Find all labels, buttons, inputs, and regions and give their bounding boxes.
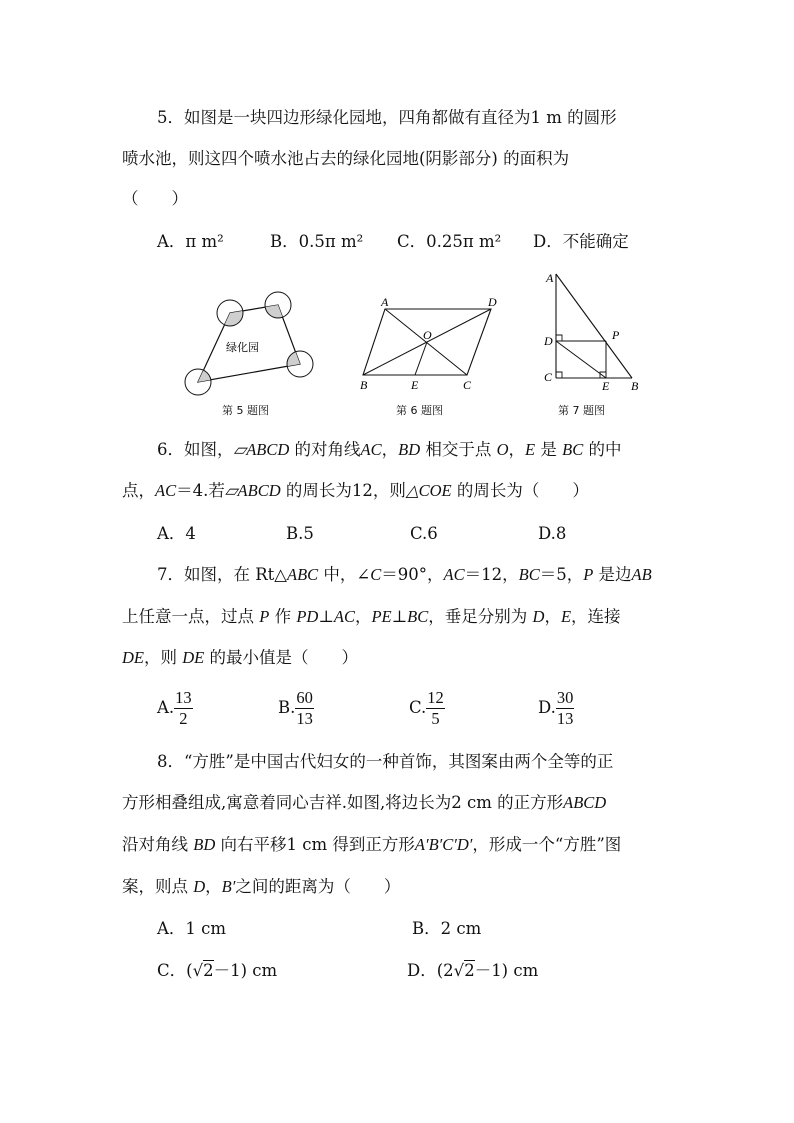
q6-option-d: D.8 — [538, 524, 567, 543]
q5-option-b: B．0.5π m² — [270, 232, 364, 251]
fig7-point-b: B — [631, 379, 639, 393]
fig6-point-o: O — [423, 328, 432, 342]
fig5-label: 绿化园 — [226, 341, 259, 354]
fig7-point-e: E — [602, 379, 610, 393]
q5-option-d: D．不能确定 — [533, 232, 629, 251]
figure-7-caption: 第 7 题图 — [558, 404, 605, 417]
figure-6-diagram — [356, 292, 502, 394]
q6-line-1: 6．如图，▱ABCD 的对角线AC，BD 相交于点 O，E 是 BC 的中 — [157, 440, 622, 459]
fig7-point-c: C — [544, 370, 553, 384]
q8-option-c: C．(√2－1) cm — [157, 961, 278, 980]
q8-line-3: 沿对角线 BD 向右平移1 cm 得到正方形A′B′C′D′，形成一个“方胜”图 — [122, 835, 622, 854]
q8-option-d: D．(2√2－1) cm — [407, 961, 539, 980]
q8-line-1: 8．“方胜”是中国古代妇女的一种首饰，其图案由两个全等的正 — [157, 752, 614, 771]
q5-line-3: （ ） — [122, 189, 188, 208]
fig6-point-a: A — [381, 295, 389, 309]
q7-option-d: D. $\frac{30}{13}$ — [538, 688, 574, 728]
q6-option-b: B.5 — [286, 524, 314, 543]
sqrt-sign: √ — [453, 961, 465, 980]
q7-line-1: 7．如图，在 Rt△ABC 中，∠C＝90°，AC＝12，BC＝5，P 是边AB — [157, 565, 652, 584]
q5-line-2: 喷水池，则这四个喷水池占去的绿化园地(阴影部分) 的面积为 — [122, 149, 570, 168]
fig7-point-a: A — [546, 271, 554, 285]
q5-option-a: A．π m² — [157, 232, 224, 251]
q6-line-2: 点，AC＝4.若▱ABCD 的周长为12，则△COE 的周长为（ ） — [122, 481, 589, 500]
q6-option-a: A．4 — [157, 524, 196, 543]
fig7-point-d: D — [544, 334, 553, 348]
q5-line-1: 5．如图是一块四边形绿化园地，四角都做有直径为1 m 的圆形 — [157, 108, 617, 127]
figure-5-caption: 第 5 题图 — [222, 404, 269, 417]
q7-option-a: A. $\frac{13}{2}$ — [157, 688, 192, 728]
figure-7-diagram — [536, 268, 646, 396]
fig6-point-e: E — [411, 378, 419, 392]
q8-option-b: B．2 cm — [412, 919, 482, 938]
fig6-point-b: B — [360, 378, 368, 392]
sqrt-sign: √ — [192, 961, 204, 980]
q7-line-3: DE，则 DE 的最小值是（ ） — [122, 648, 358, 667]
fig6-point-d: D — [488, 295, 497, 309]
q8-line-2: 方形相叠组成,寓意着同心吉祥.如图,将边长为2 cm 的正方形ABCD — [122, 793, 607, 812]
q8-option-a: A．1 cm — [157, 919, 227, 938]
q6-option-c: C.6 — [410, 524, 438, 543]
q5-option-c: C．0.25π m² — [397, 232, 502, 251]
q7-option-c: C. $\frac{12}{5}$ — [409, 688, 444, 728]
q7-option-b: B. $\frac{60}{13}$ — [278, 688, 313, 728]
fig6-point-c: C — [463, 378, 472, 392]
figure-6-caption: 第 6 题图 — [396, 404, 443, 417]
figure-5-diagram — [180, 285, 330, 400]
fig7-point-p: P — [612, 328, 620, 342]
q8-line-4: 案，则点 D，B′之间的距离为（ ） — [122, 877, 401, 896]
q7-line-2: 上任意一点，过点 P 作 PD⊥AC，PE⊥BC，垂足分别为 D，E，连接 — [122, 607, 621, 626]
